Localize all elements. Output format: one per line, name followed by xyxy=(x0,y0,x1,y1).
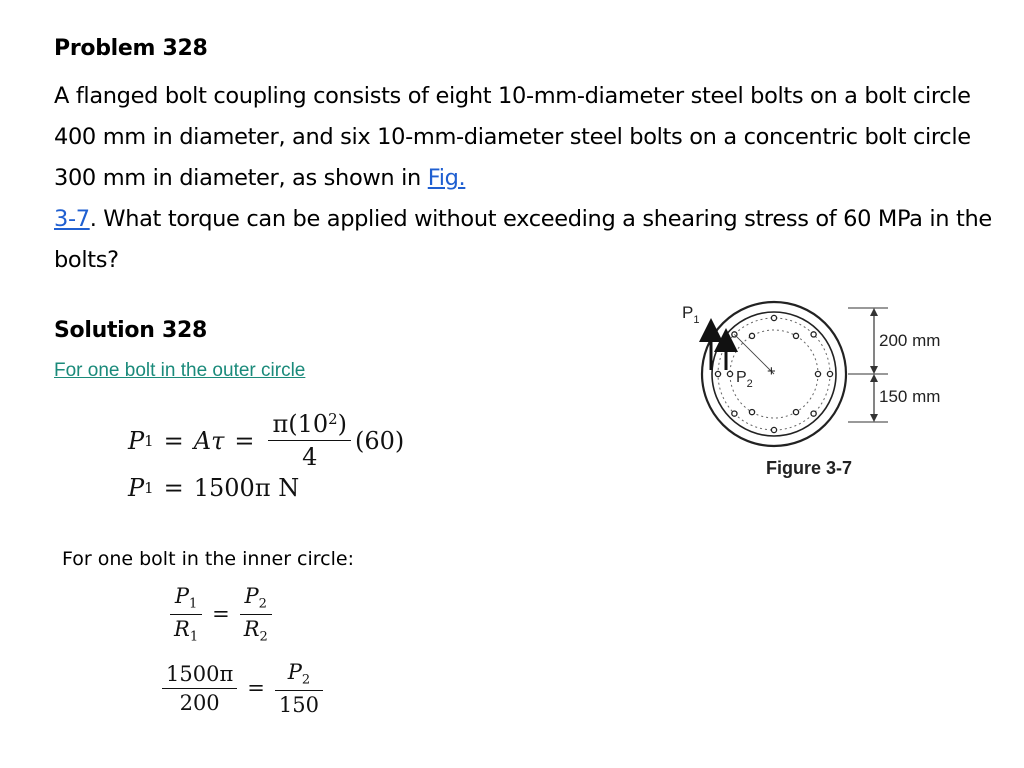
figure-caption: Figure 3-7 xyxy=(766,458,853,478)
solution-title: Solution 328 xyxy=(54,318,207,343)
eq3-n1: P xyxy=(174,584,189,608)
eq4-n2-sub: 2 xyxy=(301,672,311,688)
dim-150-label: 150 mm xyxy=(879,387,941,406)
eq3-equals: = xyxy=(212,602,230,627)
eq4-d1: 200 xyxy=(162,688,237,715)
eq3-d2-sub: 2 xyxy=(259,629,268,645)
eq4-equals: = xyxy=(247,676,265,701)
eq4-n2: P xyxy=(287,660,302,684)
problem-text-start: A flanged bolt coupling consists of eight 10-mm-diameter steel bolts on a bolt circle 400 mm in diameter, and six 10-mm-diameter steel bolts on a concentric bolt circle 300 mm in diameter, as shown in xyxy=(54,83,971,191)
eq1-equals: = xyxy=(163,426,184,455)
problem-statement xyxy=(54,76,1014,281)
eq1-mid: Aτ xyxy=(193,426,225,455)
eq3-d1: R xyxy=(174,616,190,641)
eq4-fraction-right xyxy=(275,660,323,717)
p1-label: $P_1$ xyxy=(682,303,700,326)
eq3-n2: P xyxy=(244,584,259,608)
eq1-num-exp: 2 xyxy=(328,410,338,428)
eq1-den: 4 xyxy=(268,440,351,471)
eq1-lhs: P xyxy=(128,426,145,455)
eq4-d2: 150 xyxy=(275,690,323,717)
eq3-n1-sub: 1 xyxy=(188,596,198,612)
eq1-num: π(10 xyxy=(272,410,329,439)
dim-200-label: 200 mm xyxy=(879,331,941,350)
figure-link-part1[interactable]: Fig. xyxy=(427,165,466,191)
eq2-lhs: P xyxy=(128,474,145,502)
equation-p1-result xyxy=(128,474,299,502)
eq4-n1: 1500π xyxy=(166,661,234,686)
center-mark: + xyxy=(767,363,776,380)
eq3-n2-sub: 2 xyxy=(258,596,267,612)
eq2-lhs-sub: 1 xyxy=(144,479,154,497)
eq1-fraction xyxy=(268,410,351,471)
eq1-num-close: ) xyxy=(337,410,347,439)
eq2-equals: = xyxy=(163,474,184,502)
eq2-rhs: 1500π N xyxy=(193,474,300,502)
eq1-lhs-sub: 1 xyxy=(144,431,154,450)
equation-ratio xyxy=(166,584,276,644)
problem-title: Problem 328 xyxy=(54,36,208,61)
eq1-tail: (60) xyxy=(354,426,405,455)
figure-link-part2[interactable]: 3-7 xyxy=(54,206,90,232)
eq3-d2: R xyxy=(243,616,260,641)
inner-circle-label: For one bolt in the inner circle: xyxy=(62,548,354,570)
problem-text-end: . What torque can be applied without exceeding a shearing stress of 60 MPa in the bolts? xyxy=(54,206,992,273)
eq4-fraction-left xyxy=(162,662,237,715)
eq3-fraction-left xyxy=(170,584,202,644)
outer-circle-link[interactable]: For one bolt in the outer circle xyxy=(54,360,306,381)
eq3-fraction-right xyxy=(240,584,272,644)
figure-bolt-coupling xyxy=(678,296,978,486)
equation-p1-force: P 1 = Aτ = $\frac{\pi(10^2)}{4}$ (60) xyxy=(128,410,405,472)
equation-substituted xyxy=(158,660,327,717)
eq3-d1-sub: 1 xyxy=(189,629,199,645)
p2-label: $P_2$ xyxy=(736,369,753,390)
